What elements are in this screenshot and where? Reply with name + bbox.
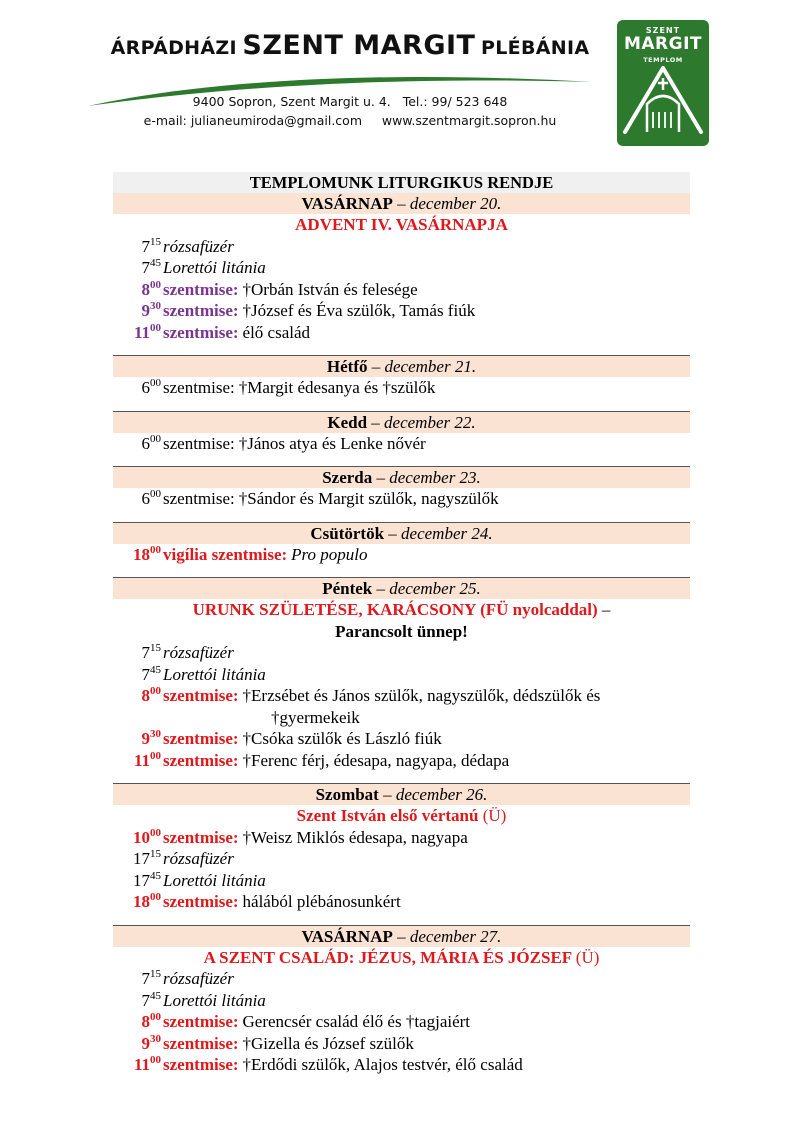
entry-label: szentmise: bbox=[163, 892, 239, 911]
schedule-entry bbox=[113, 750, 690, 772]
schedule-entry bbox=[113, 990, 690, 1012]
hour: 10 bbox=[133, 827, 150, 847]
logo-top-text: SZENT bbox=[645, 26, 681, 35]
minute: 15 bbox=[150, 848, 161, 860]
schedule-entry bbox=[113, 891, 690, 913]
liturgical-schedule bbox=[113, 172, 690, 1076]
mass-intention: †Erdődi szülők, Alajos testvér, élő család bbox=[242, 1055, 523, 1074]
schedule-title: TEMPLOMUNK LITURGIKUS RENDJE bbox=[113, 172, 690, 193]
day-header bbox=[113, 522, 690, 544]
day-header bbox=[113, 411, 690, 433]
feast-name: Szent István első vértanú bbox=[296, 806, 483, 825]
day-header bbox=[113, 577, 690, 599]
feast-title: ADVENT IV. VASÁRNAPJA bbox=[295, 215, 508, 234]
hour: 9 bbox=[141, 1033, 150, 1053]
hour: 17 bbox=[133, 849, 150, 868]
day-name: Csütörtök bbox=[310, 523, 385, 543]
feast-rank: (Ü) bbox=[482, 806, 507, 825]
minute: 00 bbox=[150, 278, 161, 291]
logo-main-text: MARGIT bbox=[623, 34, 703, 54]
entry-label: szentmise: bbox=[163, 1012, 239, 1031]
hour: 7 bbox=[141, 664, 150, 684]
schedule-entry bbox=[113, 488, 690, 510]
mass-intention: †Margit édesanya és †szülők bbox=[238, 378, 436, 397]
minute: 00 bbox=[150, 685, 161, 697]
church-logo bbox=[617, 20, 709, 146]
day-header bbox=[113, 466, 690, 488]
minute: 30 bbox=[150, 300, 161, 312]
minute: 15 bbox=[150, 968, 161, 980]
mass-intention: hálából plébánosunkért bbox=[242, 892, 401, 911]
dash: – bbox=[367, 412, 385, 432]
minute: 00 bbox=[150, 826, 161, 839]
day-date: december 26. bbox=[395, 785, 488, 804]
feast-rank: (Ü) bbox=[575, 947, 600, 967]
day-name: VASÁRNAP bbox=[301, 194, 393, 213]
mass-intention: Pro populo bbox=[291, 544, 368, 564]
hour: 7 bbox=[141, 990, 150, 1010]
entry-label: szentmise: bbox=[163, 1033, 239, 1053]
minute: 00 bbox=[150, 377, 161, 389]
day-date: december 21. bbox=[384, 357, 477, 376]
feast-subtitle bbox=[113, 621, 690, 643]
email-line: e-mail: julianeumiroda@gmail.com www.szentmargit.sopron.hu bbox=[143, 113, 557, 128]
entry-label: szentmise: bbox=[163, 686, 239, 705]
feast-name: URUNK SZÜLETÉSE, KARÁCSONY bbox=[192, 600, 481, 619]
dash: – bbox=[392, 194, 410, 213]
schedule-entry bbox=[113, 322, 690, 344]
entry-label: szentmise: bbox=[163, 322, 239, 342]
hour: 8 bbox=[141, 279, 150, 299]
schedule-entry bbox=[113, 544, 690, 566]
day-header bbox=[113, 355, 690, 377]
mass-intention-continued: †gyermekeik bbox=[271, 707, 360, 727]
hour: 7 bbox=[141, 969, 150, 988]
entry-label: rózsafüzér bbox=[163, 849, 234, 868]
schedule-entry bbox=[113, 377, 690, 399]
minute: 15 bbox=[150, 642, 161, 654]
entry-label: rózsafüzér bbox=[163, 969, 234, 988]
minute: 30 bbox=[150, 728, 161, 740]
entry-label: szentmise: bbox=[163, 279, 239, 299]
hour: 9 bbox=[141, 301, 150, 320]
entry-label: Lorettói litánia bbox=[163, 664, 266, 684]
parish-title bbox=[0, 30, 700, 61]
schedule-entry bbox=[113, 1033, 690, 1055]
schedule-entry bbox=[113, 236, 690, 258]
entry-label: szentmise: bbox=[163, 433, 235, 453]
title-main: SZENT MARGIT bbox=[242, 30, 476, 61]
minute: 45 bbox=[150, 663, 161, 676]
entry-label: Lorettói litánia bbox=[163, 990, 266, 1010]
day-name: VASÁRNAP bbox=[301, 926, 393, 946]
mass-intention: †János atya és Lenke nővér bbox=[238, 433, 426, 453]
entry-label: rózsafüzér bbox=[163, 643, 234, 662]
minute: 00 bbox=[150, 1054, 161, 1066]
mass-intention: †Gizella és József szülők bbox=[242, 1033, 414, 1053]
schedule-entry bbox=[113, 279, 690, 301]
day-header bbox=[113, 783, 690, 805]
feast-rank: (FÜ nyolcaddal) bbox=[480, 600, 598, 619]
hour: 6 bbox=[141, 489, 150, 508]
hour: 11 bbox=[133, 322, 150, 342]
mass-intention: †Ferenc férj, édesapa, nagyapa, dédapa bbox=[242, 750, 510, 770]
entry-label: szentmise: bbox=[163, 301, 239, 320]
hour: 17 bbox=[133, 870, 150, 890]
dash: – bbox=[372, 579, 390, 598]
entry-label: rózsafüzér bbox=[163, 236, 234, 256]
entry-label: szentmise: bbox=[163, 827, 239, 847]
feast-title bbox=[113, 599, 690, 621]
dash: – bbox=[392, 926, 410, 946]
mass-intention: †Csóka szülők és László fiúk bbox=[242, 729, 442, 748]
day-date: december 20. bbox=[409, 194, 502, 213]
dash: – bbox=[597, 600, 611, 619]
minute: 00 bbox=[150, 749, 161, 762]
logo-bottom-text: TEMPLOM bbox=[643, 56, 683, 64]
minute: 15 bbox=[150, 235, 161, 248]
title-suffix: PLÉBÁNIA bbox=[481, 37, 590, 59]
minute: 00 bbox=[150, 432, 161, 445]
schedule-entry bbox=[113, 827, 690, 849]
mass-intention: †Weisz Miklós édesapa, nagyapa bbox=[242, 827, 468, 847]
day-header bbox=[113, 193, 690, 214]
entry-label: szentmise: bbox=[163, 1055, 239, 1074]
schedule-entry bbox=[113, 870, 690, 892]
minute: 30 bbox=[150, 1032, 161, 1045]
minute: 00 bbox=[150, 488, 161, 500]
hour: 11 bbox=[133, 1055, 150, 1074]
feast-title bbox=[113, 805, 690, 827]
dash: – bbox=[378, 785, 396, 804]
mass-intention: †József és Éva szülők, Tamás fiúk bbox=[242, 301, 476, 320]
dash: – bbox=[384, 523, 402, 543]
schedule-entry bbox=[113, 848, 690, 870]
day-date: december 25. bbox=[389, 579, 481, 598]
minute: 45 bbox=[150, 869, 161, 882]
hour: 7 bbox=[141, 236, 150, 256]
schedule-entry bbox=[113, 664, 690, 686]
day-name: Kedd bbox=[327, 412, 368, 432]
mass-intention: élő család bbox=[242, 322, 311, 342]
schedule-entry bbox=[113, 642, 690, 664]
mass-intention: †Sándor és Margit szülők, nagyszülők bbox=[238, 489, 499, 508]
schedule-entry bbox=[113, 257, 690, 279]
minute: 45 bbox=[150, 257, 161, 269]
hour: 6 bbox=[141, 433, 150, 453]
hour: 8 bbox=[141, 1012, 150, 1031]
entry-label: szentmise: bbox=[163, 750, 239, 770]
minute: 00 bbox=[150, 543, 161, 556]
entry-label: szentmise: bbox=[163, 378, 235, 397]
minute: 00 bbox=[150, 891, 161, 903]
schedule-entry bbox=[113, 300, 690, 322]
hour: 9 bbox=[141, 729, 150, 748]
entry-label: szentmise: bbox=[163, 729, 239, 748]
day-date: december 24. bbox=[401, 523, 493, 543]
mass-intention: Gerencsér család élő és †tagjaiért bbox=[242, 1012, 471, 1031]
feast-title bbox=[113, 947, 690, 969]
hour: 18 bbox=[133, 892, 150, 911]
day-date: december 27. bbox=[409, 926, 502, 946]
church-icon bbox=[617, 60, 709, 146]
schedule-entry bbox=[113, 968, 690, 990]
day-name: Szombat bbox=[315, 785, 379, 804]
schedule-entry bbox=[113, 433, 690, 455]
minute: 45 bbox=[150, 989, 161, 1002]
schedule-entry bbox=[113, 1011, 690, 1033]
mass-intention: †Erzsébet és János szülők, nagyszülők, dédszülők és bbox=[242, 686, 601, 705]
day-name: Péntek bbox=[322, 579, 373, 598]
hour: 18 bbox=[133, 544, 150, 564]
hour: 8 bbox=[141, 686, 150, 705]
schedule-entry-continued bbox=[113, 707, 690, 729]
hour: 6 bbox=[141, 378, 150, 397]
day-name: Szerda bbox=[322, 468, 373, 487]
schedule-entry bbox=[113, 728, 690, 750]
entry-label: szentmise: bbox=[163, 489, 235, 508]
hour: 11 bbox=[133, 750, 150, 770]
hour: 7 bbox=[141, 643, 150, 662]
feast-name: A SZENT CSALÁD: JÉZUS, MÁRIA ÉS JÓZSEF bbox=[203, 947, 576, 967]
title-prefix: ÁRPÁDHÁZI bbox=[110, 37, 237, 59]
minute: 00 bbox=[150, 321, 161, 334]
mass-intention: †Orbán István és felesége bbox=[242, 279, 418, 299]
schedule-entry bbox=[113, 685, 690, 707]
entry-label: vigília szentmise: bbox=[163, 544, 288, 564]
minute: 00 bbox=[150, 1011, 161, 1023]
page-header bbox=[0, 0, 800, 160]
entry-label: Lorettói litánia bbox=[163, 258, 266, 277]
day-date: december 22. bbox=[384, 412, 476, 432]
schedule-entry bbox=[113, 1054, 690, 1076]
dash: – bbox=[372, 468, 390, 487]
day-name: Hétfő bbox=[326, 357, 368, 376]
obligation-note: Parancsolt ünnep! bbox=[335, 621, 468, 641]
address-line: 9400 Sopron, Szent Margit u. 4. Tel.: 99/ 523 648 bbox=[192, 94, 508, 109]
dash: – bbox=[367, 357, 385, 376]
hour: 7 bbox=[141, 258, 150, 277]
entry-label: Lorettói litánia bbox=[163, 870, 266, 890]
day-header bbox=[113, 925, 690, 947]
day-date: december 23. bbox=[389, 468, 481, 487]
